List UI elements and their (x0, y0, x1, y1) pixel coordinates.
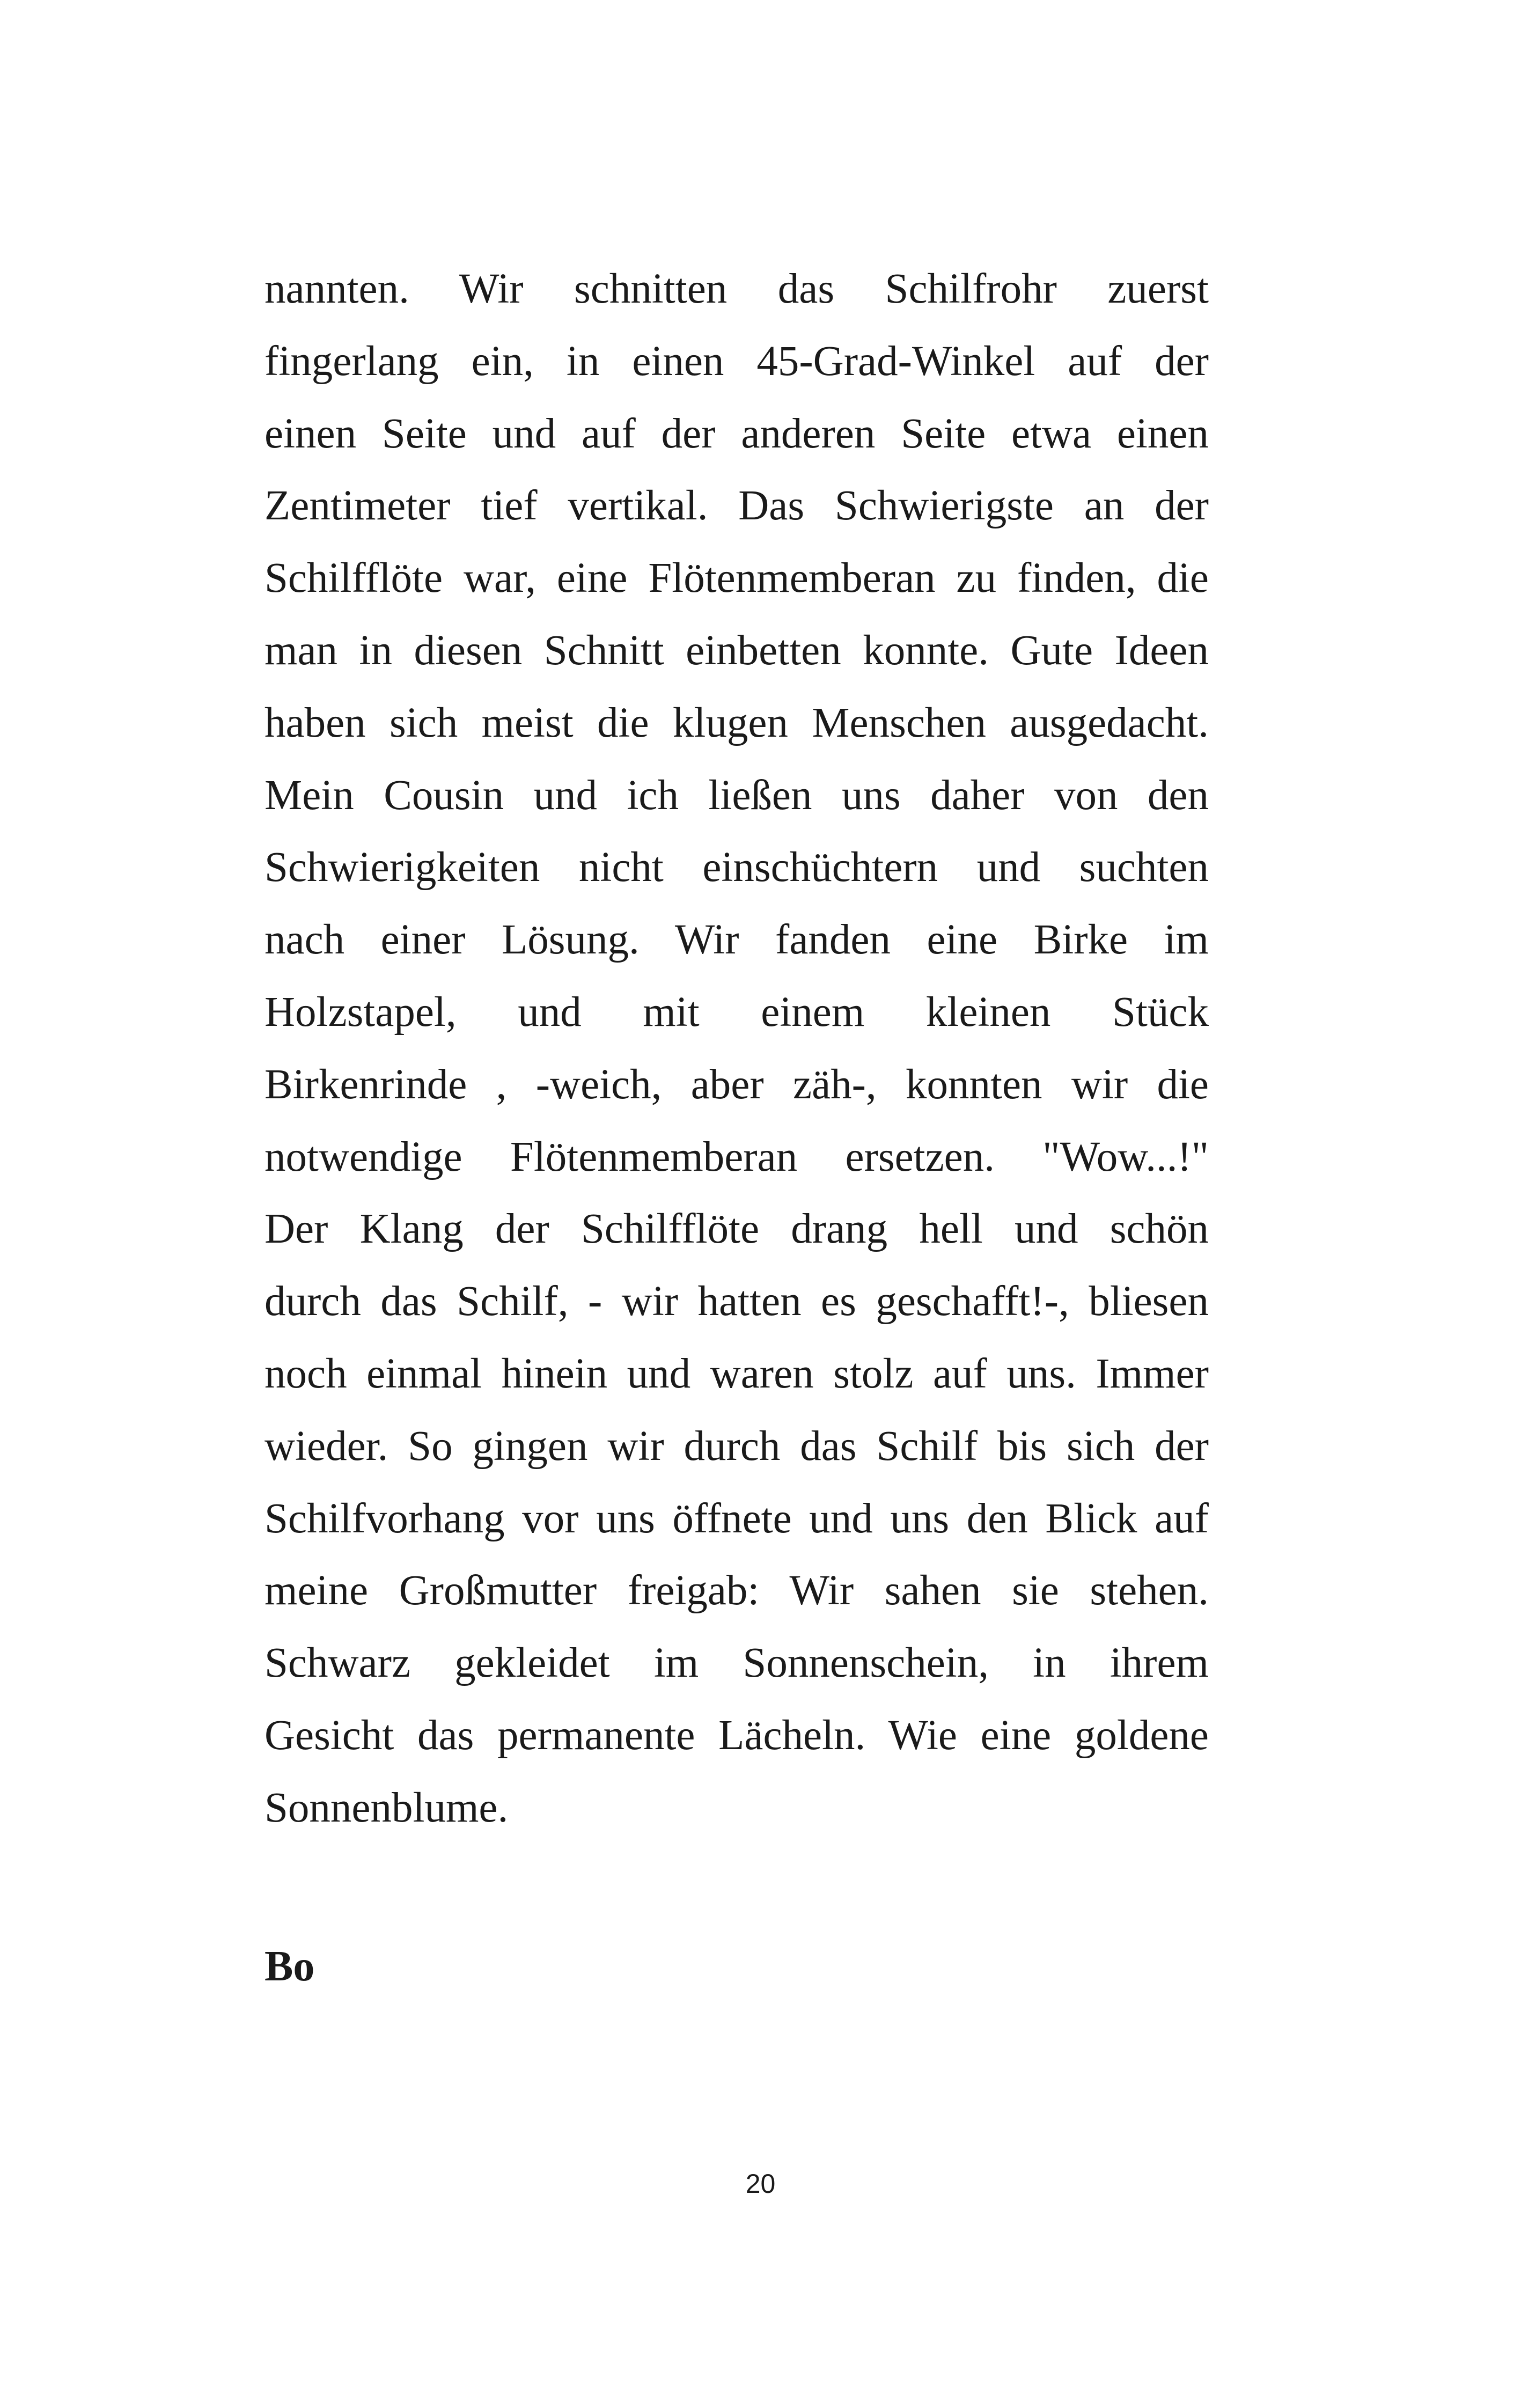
text-line: noch einmal hinein und waren stolz auf uns. Immer (264, 1350, 1209, 1397)
text-line: Mein Cousin und ich ließen uns daher von den (264, 772, 1209, 819)
page-number: 20 (745, 2169, 776, 2199)
text-line: Schwarz gekleidet im Sonnenschein, in ihrem (264, 1640, 1209, 1687)
text-line: Gesicht das permanente Lächeln. Wie eine goldene (264, 1712, 1209, 1759)
text-line: Zentimeter tief vertikal. Das Schwierigste an der (264, 482, 1209, 530)
text-line: wieder. So gingen wir durch das Schilf bis sich der (264, 1422, 1209, 1470)
text-line: nannten. Wir schnitten das Schilfrohr zuerst (264, 266, 1209, 312)
text-line: haben sich meist die klugen Menschen ausgedacht. (264, 699, 1209, 746)
text-line: Schwierigkeiten nicht einschüchtern und suchten (264, 844, 1209, 891)
text-line: Birkenrinde , -weich, aber zäh-, konnten wir die (264, 1061, 1209, 1108)
text-line: Schilfflöte war, eine Flötenmemberan zu finden, die (264, 555, 1209, 602)
text-line: einen Seite und auf der anderen Seite etwa einen (264, 410, 1209, 457)
text-line: meine Großmutter freigab: Wir sahen sie stehen. (264, 1567, 1209, 1614)
text-line-last: Sonnenblume. (264, 1784, 509, 1831)
text-line: durch das Schilf, - wir hatten es geschafft!-, bliesen (264, 1278, 1209, 1325)
text-line: Holzstapel, und mit einem kleinen Stück (264, 988, 1209, 1036)
text-line: nach einer Lösung. Wir fanden eine Birke im (264, 916, 1209, 964)
section-heading: Bo (264, 1943, 315, 1990)
text-line: notwendige Flötenmemberan ersetzen. "Wow...!" (264, 1133, 1209, 1180)
body-text (264, 253, 1209, 1845)
text-line: Der Klang der Schilfflöte drang hell und schön (264, 1206, 1209, 1253)
text-line: man in diesen Schnitt einbetten konnte. Gute Ideen (264, 627, 1209, 674)
text-line: Schilfvorhang vor uns öffnete und uns den Blick auf (264, 1495, 1209, 1542)
text-line: fingerlang ein, in einen 45-Grad-Winkel auf der (264, 337, 1209, 385)
